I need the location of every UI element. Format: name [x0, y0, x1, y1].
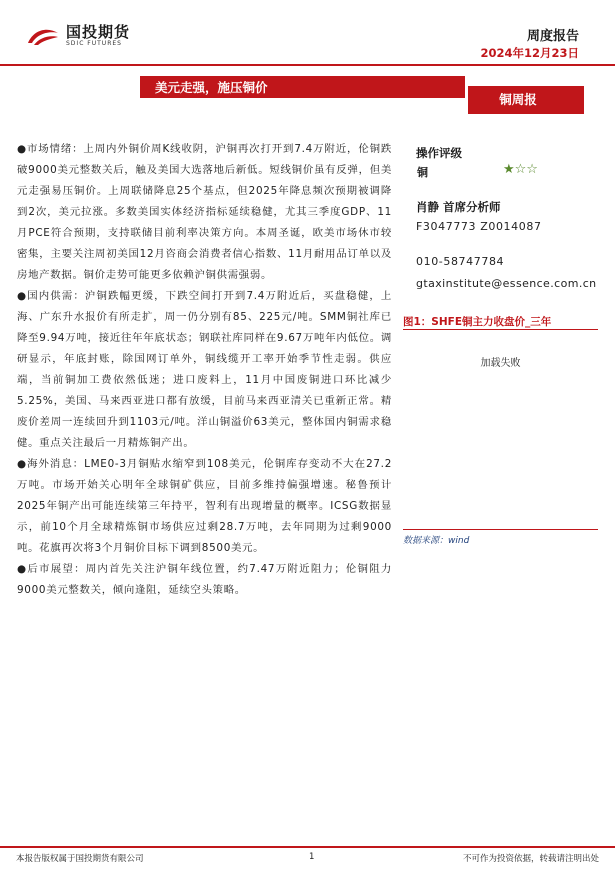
analyst-email: gtaxinstitute@essence.com.cn [416, 277, 597, 290]
footer-divider [0, 846, 615, 848]
page-number: 1 [309, 852, 315, 862]
overseas-news-paragraph: ●海外消息：LME0-3月铜贴水缩窄到108美元，伦铜库存变动不大在27.2万吨。市场开始关心明年全球铜矿供应，目前多维持偏强增速。秘鲁预计2025年铜产出可能连续第三年持平，智利有出现增量的概率。ICSG数据显示，前10个月全球精炼铜市场供应过剩28.7万吨，去年同期为过剩9000吨。花旗再次将3个月铜价目标下调到8500美元。 [17, 458, 392, 554]
figure-load-failed: 加载失败 [480, 358, 521, 369]
domestic-supply-demand-paragraph: ●国内供需：沪铜跌幅更缓，下跌空间打开到7.4万附近后，买盘稳健，上海、广东升水报价有所走扩，周一仍分别有85、225元/吨。SMM铜社库已降至9.94万吨，接近往年年底状态；钢联社库同样在9.67万吨年内低位。调研显示，年底封账，除国网订单外，铜线缆开工率开始季节性走弱。供应端，当前铜加工费依然低迷；进口废料上，11月中国废铜进口环比减少5.25%，美国、马来西亚进口都有放缓，目前马来西亚清关已重新正常。精废价差周一连续回升到1103元/吨。洋山铜溢价63美元，整体国内铜需求稳健。重点关注最后一月精炼铜产出。 [17, 290, 392, 449]
company-logo [26, 24, 130, 48]
report-title: 美元走强，施压铜价 [155, 80, 268, 95]
rating-label: 操作评级 [416, 146, 462, 160]
footer-copyright: 本报告版权属于国投期货有限公司 [16, 854, 144, 864]
footer-disclaimer: 不可作为投资依据，转载请注明出处 [462, 854, 599, 864]
report-type: 周度报告 [526, 29, 579, 44]
logo-text [66, 24, 130, 48]
figure-title: 图1：SHFE铜主力收盘价_三年 [403, 316, 552, 328]
report-date: 2024年12月23日 [480, 46, 579, 60]
logo-name-cn: 国投期货 [66, 23, 131, 41]
report-tag: 铜周报 [499, 92, 537, 107]
figure-top-rule [403, 329, 598, 330]
sdic-logo-icon [26, 25, 60, 47]
rating-item: 铜 [417, 166, 428, 179]
market-sentiment-paragraph: ●市场情绪：上周内外铜价周K线收阴，沪铜再次打开到7.4万附近，伦铜跌破9000美元整数关后，触及美国大选落地后新低。短线铜价虽有反弹，但美元走强易压铜价。上周联储降息25个基点，但2025年降息频次预期被调降到2次，美元拉涨。多数美国实体经济指标延续稳健，尤其三季度GDP、11月PCE符合预期，支持联储目前利率决策方向。本周圣诞，欧美市场休市较密集，主要关注周初美国12月咨商会消费者信心指数、11月耐用品订单以及房地产数据。铜价走势可能更多依赖沪铜供需强弱。 [17, 143, 392, 281]
figure-source: 数据来源：wind [403, 536, 470, 546]
analyst-name: 肖静 首席分析师 [416, 200, 501, 214]
analyst-phone: 010-58747784 [416, 255, 505, 268]
figure-bottom-rule [403, 529, 598, 530]
logo-name-en: SDIC FUTURES [66, 40, 122, 47]
header-divider [0, 64, 615, 66]
main-text-column [17, 139, 392, 601]
outlook-paragraph: ●后市展望：周内首先关注沪铜年线位置，约7.47万附近阻力；伦铜阻力9000美元整数关，倾向逢阻，延续空头策略。 [17, 563, 392, 596]
star-icon: ★☆☆ [503, 162, 538, 177]
analyst-certificate: F3047773 Z0014087 [416, 220, 542, 233]
